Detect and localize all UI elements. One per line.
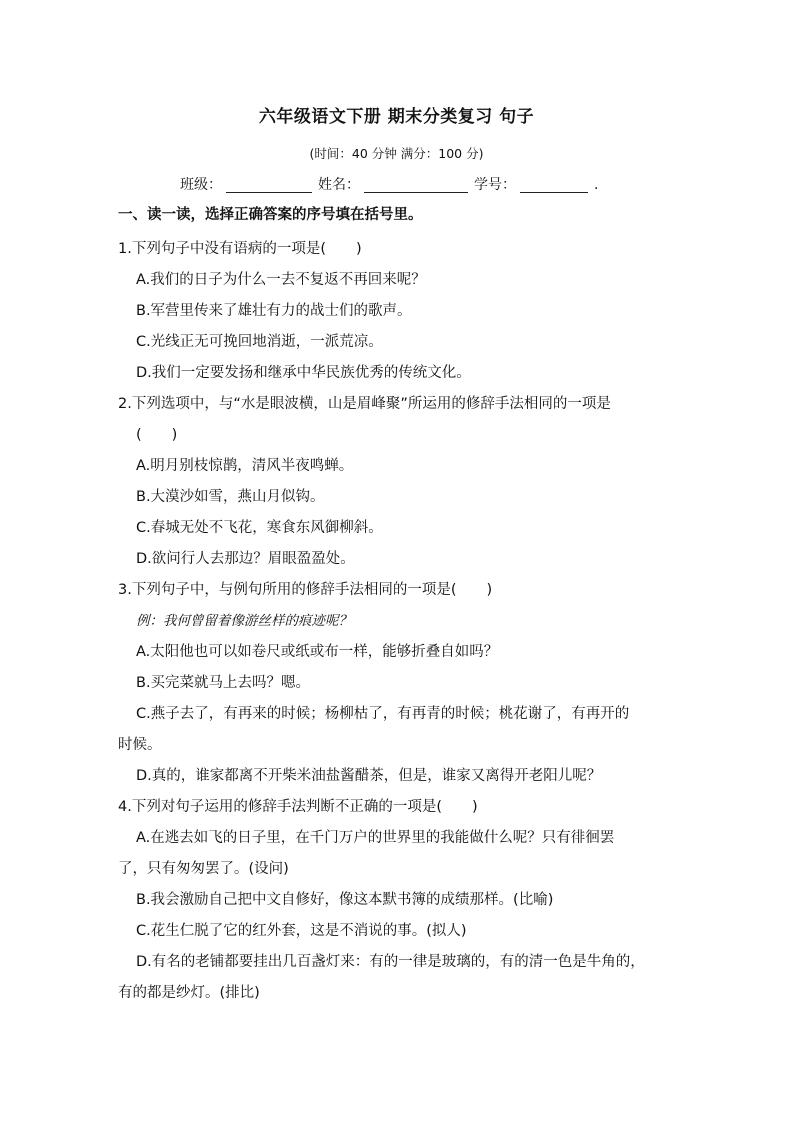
number-blank[interactable] <box>520 178 588 193</box>
worksheet-subtitle: (时间：40 分钟 满分：100 分) <box>309 146 484 161</box>
question-1-close: ) <box>356 241 362 257</box>
question-2-close: ) <box>171 427 178 443</box>
question-2-stem: 2.下列选项中，与“水是眼波横，山是眉峰聚”所运用的修辞手法相同的一项是 <box>118 396 611 412</box>
option-b: B.军营里传来了雄壮有力的战士们的歌声。 <box>136 303 412 319</box>
option-b: B.买完菜就马上去吗？嗯。 <box>136 675 311 691</box>
option-b: B.我会激励自己把中文自修好，像这本默书簿的成绩那样。(比喻) <box>136 892 554 908</box>
question-1-text: 1.下列句子中没有语病的一项是( <box>118 241 326 257</box>
option-d: D.有名的老铺都要挂出几百盏灯来：有的一律是玻璃的，有的清一色是牛角的， <box>136 954 645 970</box>
option-a: A.太阳他也可以如卷尺或纸或布一样，能够折叠自如吗？ <box>136 644 499 660</box>
option-c: C.春城无处不飞花，寒食东风御柳斜。 <box>136 520 383 536</box>
option-d-continued: 有的都是纱灯。(排比) <box>118 985 260 1001</box>
name-label: 姓名： <box>318 177 360 193</box>
option-a: A.明月别枝惊鹊，清风半夜鸣蝉。 <box>136 458 354 474</box>
question-4-close: ) <box>472 799 478 815</box>
trailing-dot: . <box>594 177 599 193</box>
question-list <box>118 234 678 1009</box>
question-1-stem <box>118 234 678 265</box>
question-4-text: 4.下列对句子运用的修辞手法判断不正确的一项是( <box>118 799 442 815</box>
option-c: C.燕子去了，有再来的时候；杨柳枯了，有再青的时候；桃花谢了，有再开的 <box>136 706 630 722</box>
example-sentence: 例：我何曾留着像游丝样的痕迹呢？ <box>136 613 352 629</box>
worksheet-title: 六年级语文下册 期末分类复习 句子 <box>258 107 535 127</box>
option-a: A.我们的日子为什么一去不复返不再回来呢？ <box>136 272 426 288</box>
option-c: C.花生仁脱了它的红外套，这是不消说的事。(拟人) <box>136 923 467 939</box>
class-blank[interactable] <box>226 178 312 193</box>
option-b: B.大漠沙如雪，燕山月似钩。 <box>136 489 325 505</box>
option-d: D.我们一定要发扬和继承中华民族优秀的传统文化。 <box>136 365 471 381</box>
section-title: 一、读一读，选择正确答案的序号填在括号里。 <box>118 207 423 223</box>
option-a: A.在逃去如飞的日子里，在千门万户的世界里的我能做什么呢？只有徘徊罢 <box>136 830 615 846</box>
option-d: D.欲问行人去那边？眉眼盈盈处。 <box>136 551 355 567</box>
question-2-stem-cont <box>118 420 678 451</box>
name-blank[interactable] <box>364 178 468 193</box>
option-d: D.真的，谁家都离不开柴米油盐酱醋茶，但是，谁家又离得开老阳儿呢？ <box>136 768 602 784</box>
question-3-close: ) <box>486 582 493 598</box>
question-3-stem <box>118 575 678 606</box>
option-a-continued: 了，只有匆匆罢了。(设问) <box>118 861 289 877</box>
number-label: 学号： <box>474 177 516 193</box>
option-c-continued: 时候。 <box>118 737 162 753</box>
question-2-open: ( <box>136 427 142 443</box>
student-info-line <box>180 174 598 196</box>
option-c: C.光线正无可挽回地消逝，一派荒凉。 <box>136 334 383 350</box>
question-3-text: 3.下列句子中，与例句所用的修辞手法相同的一项是( <box>118 582 457 598</box>
question-4-stem <box>118 792 678 823</box>
class-label: 班级： <box>180 177 222 193</box>
